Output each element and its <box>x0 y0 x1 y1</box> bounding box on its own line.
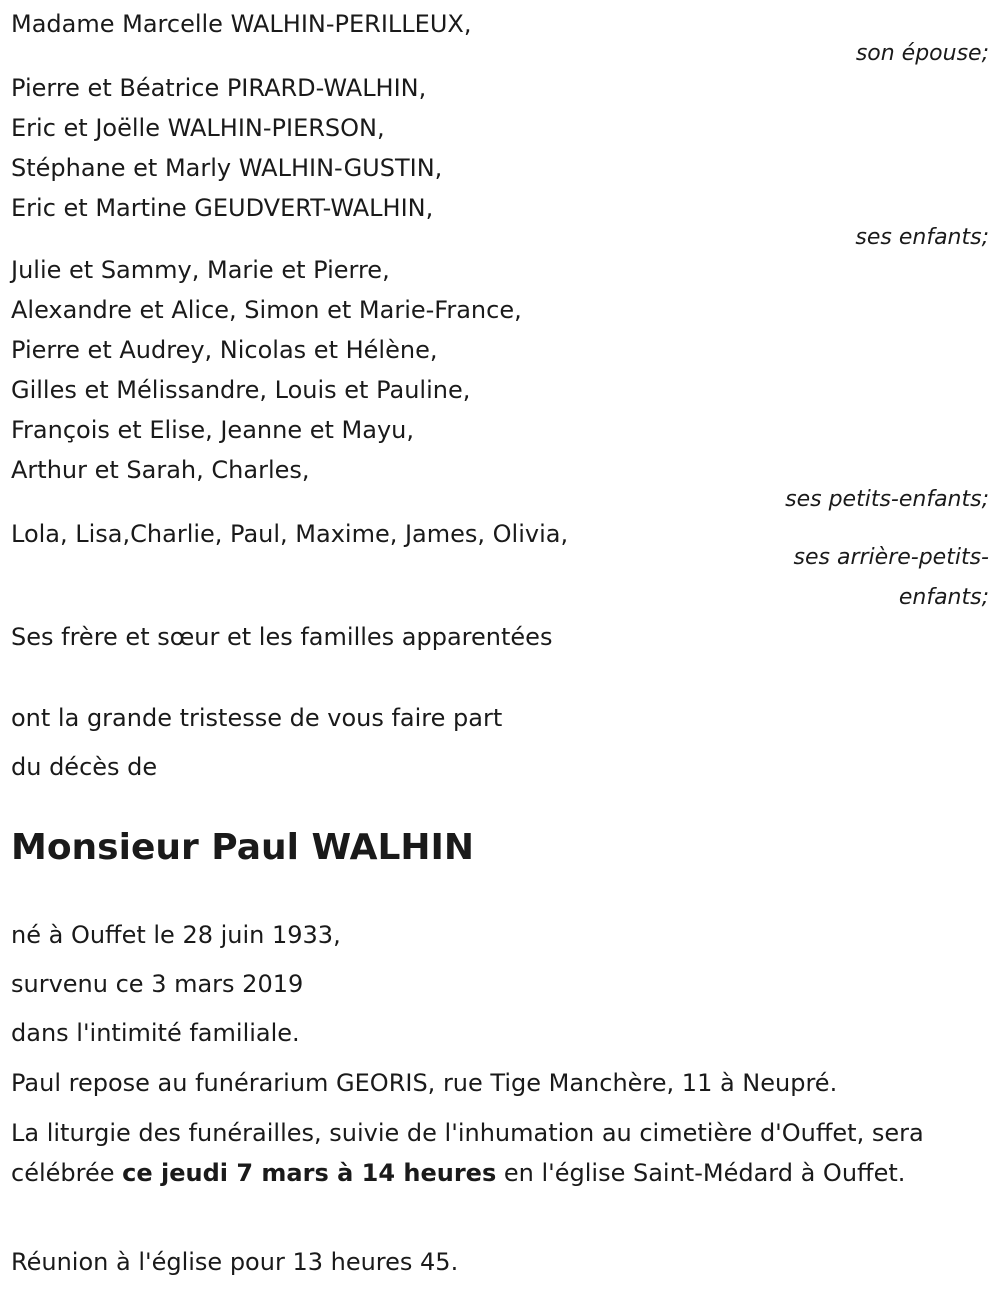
birth-line: né à Ouffet le 28 juin 1933, <box>11 921 341 949</box>
great-grandchildren-role-line2: enfants; <box>898 585 989 610</box>
grandchild-name: Alexandre et Alice, Simon et Marie-France, <box>11 296 522 324</box>
grandchild-name: François et Elise, Jeanne et Mayu, <box>11 416 414 444</box>
funerarium-line: Paul repose au funérarium GEORIS, rue Tige Manchère, 11 à Neupré. <box>11 1069 838 1097</box>
liturgy-text-end: en l'église Saint-Médard à Ouffet. <box>496 1159 906 1187</box>
announcement-line-2: du décès de <box>11 753 158 781</box>
spouse-name: Madame Marcelle WALHIN-PERILLEUX, <box>11 10 472 38</box>
grandchildren-role: ses petits-enfants; <box>785 487 989 512</box>
great-grandchild-name: Lola, Lisa,Charlie, Paul, Maxime, James, Olivia, <box>11 520 569 548</box>
great-grandchildren-section <box>11 514 991 618</box>
child-name: Stéphane et Marly WALHIN-GUSTIN, <box>11 154 443 182</box>
children-role: ses enfants; <box>855 225 989 250</box>
spouse-section <box>11 4 991 74</box>
grandchildren-section <box>11 250 991 520</box>
meeting-line: Réunion à l'église pour 13 heures 45. <box>11 1248 459 1276</box>
child-name: Eric et Joëlle WALHIN-PIERSON, <box>11 114 385 142</box>
liturgy-date-time: ce jeudi 7 mars à 14 heures <box>122 1159 497 1187</box>
grandchild-name: Gilles et Mélissandre, Louis et Pauline, <box>11 376 471 404</box>
spouse-role: son épouse; <box>855 41 989 66</box>
liturgy-text-start: La liturgie des funérailles, suivie de l'inhumation au cimetière d'Ouffet, sera célébrée <box>11 1119 924 1187</box>
siblings-line: Ses frère et sœur et les familles apparentées <box>11 623 553 651</box>
child-name: Eric et Martine GEUDVERT-WALHIN, <box>11 194 434 222</box>
child-name: Pierre et Béatrice PIRARD-WALHIN, <box>11 74 427 102</box>
great-grandchildren-role-line1: ses arrière-petits- <box>793 545 989 570</box>
grandchild-name: Pierre et Audrey, Nicolas et Hélène, <box>11 336 438 364</box>
grandchild-name: Julie et Sammy, Marie et Pierre, <box>11 256 390 284</box>
grandchild-name: Arthur et Sarah, Charles, <box>11 456 310 484</box>
liturgy-paragraph <box>11 1113 971 1193</box>
circumstance-line: dans l'intimité familiale. <box>11 1019 300 1047</box>
announcement-line-1: ont la grande tristesse de vous faire part <box>11 704 503 732</box>
children-section <box>11 68 991 258</box>
deceased-name: Monsieur Paul WALHIN <box>11 827 475 868</box>
death-line: survenu ce 3 mars 2019 <box>11 970 304 998</box>
